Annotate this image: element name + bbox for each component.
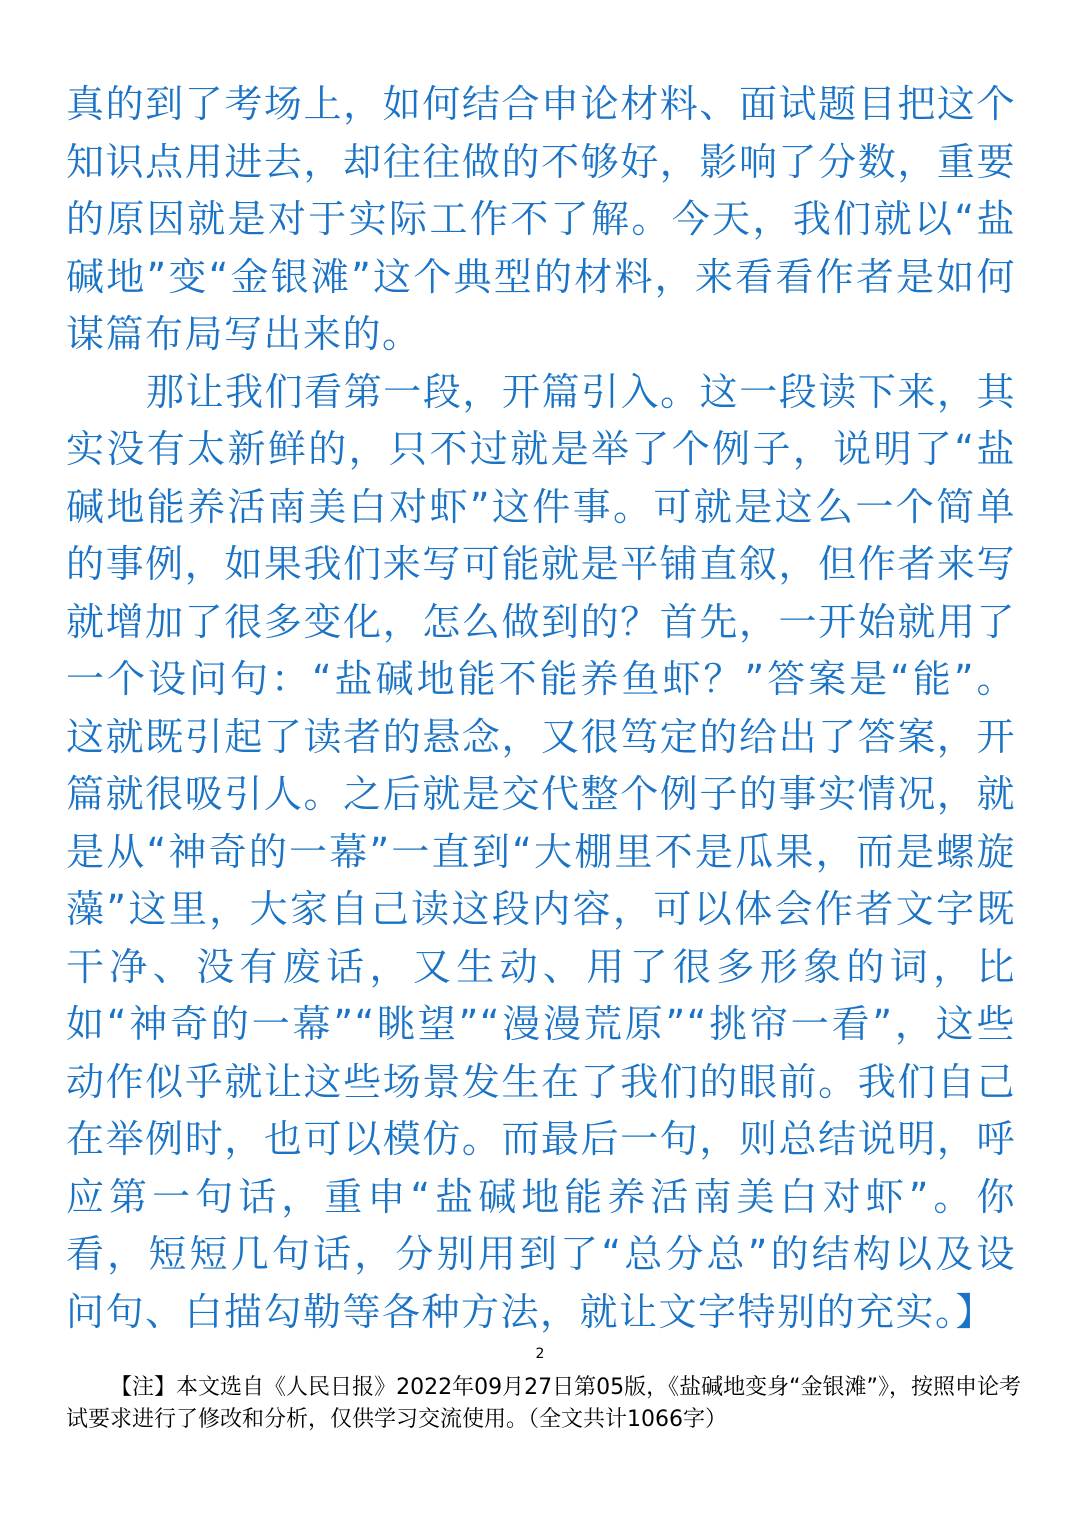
page-number: 2 bbox=[535, 1346, 545, 1362]
article-paragraph-1: 真的到了考场上，如何结合申论材料、面试题目把这个知识点用进去，却往往做的不够好，影响了分数，重要的原因就是对于实际工作不了解。今天，我们就以“盐碱地”变“金银滩”这个典型的材料，来看看作者是如何谋篇布局写出来的。 bbox=[66, 82, 1016, 356]
footnote-text: 【注】本文选自《人民日报》2022年09月27日第05版，《盐碱地变身“金银滩”》，按照申论考试要求进行了修改和分析，仅供学习交流使用。（全文共计1066字） bbox=[66, 1375, 1021, 1432]
article-body bbox=[66, 76, 1016, 1341]
article-paragraph-2: 那让我们看第一段，开篇引入。这一段读下来，其实没有太新鲜的，只不过就是举了个例子，说明了“盐碱地能养活南美白对虾”这件事。可就是这么一个简单的事例，如果我们来写可能就是平铺直叙，但作者来写就增加了很多变化，怎么做到的？首先，一开始就用了一个设问句：“盐碱地能不能养鱼虾？”答案是“能”。这就既引起了读者的悬念，又很笃定的给出了答案，开篇就很吸引人。之后就是交代整个例子的事实情况，就是从“神奇的一幕”一直到“大棚里不是瓜果，而是螺旋藻”这里，大家自己读这段内容，可以体会作者文字既干净、没有废话，又生动、用了很多形象的词，比如“神奇的一幕”“眺望”“漫漫荒原”“挑帘一看”，这些动作似乎就让这些场景发生在了我们的眼前。我们自己在举例时，也可以模仿。而最后一句，则总结说明，呼应第一句话，重申“盐碱地能养活南美白对虾”。你看，短短几句话，分别用到了“总分总”的结构以及设问句、白描勾勒等各种方法，就让文字特别的充实。】 bbox=[66, 369, 1016, 1334]
footnote bbox=[66, 1372, 1021, 1436]
